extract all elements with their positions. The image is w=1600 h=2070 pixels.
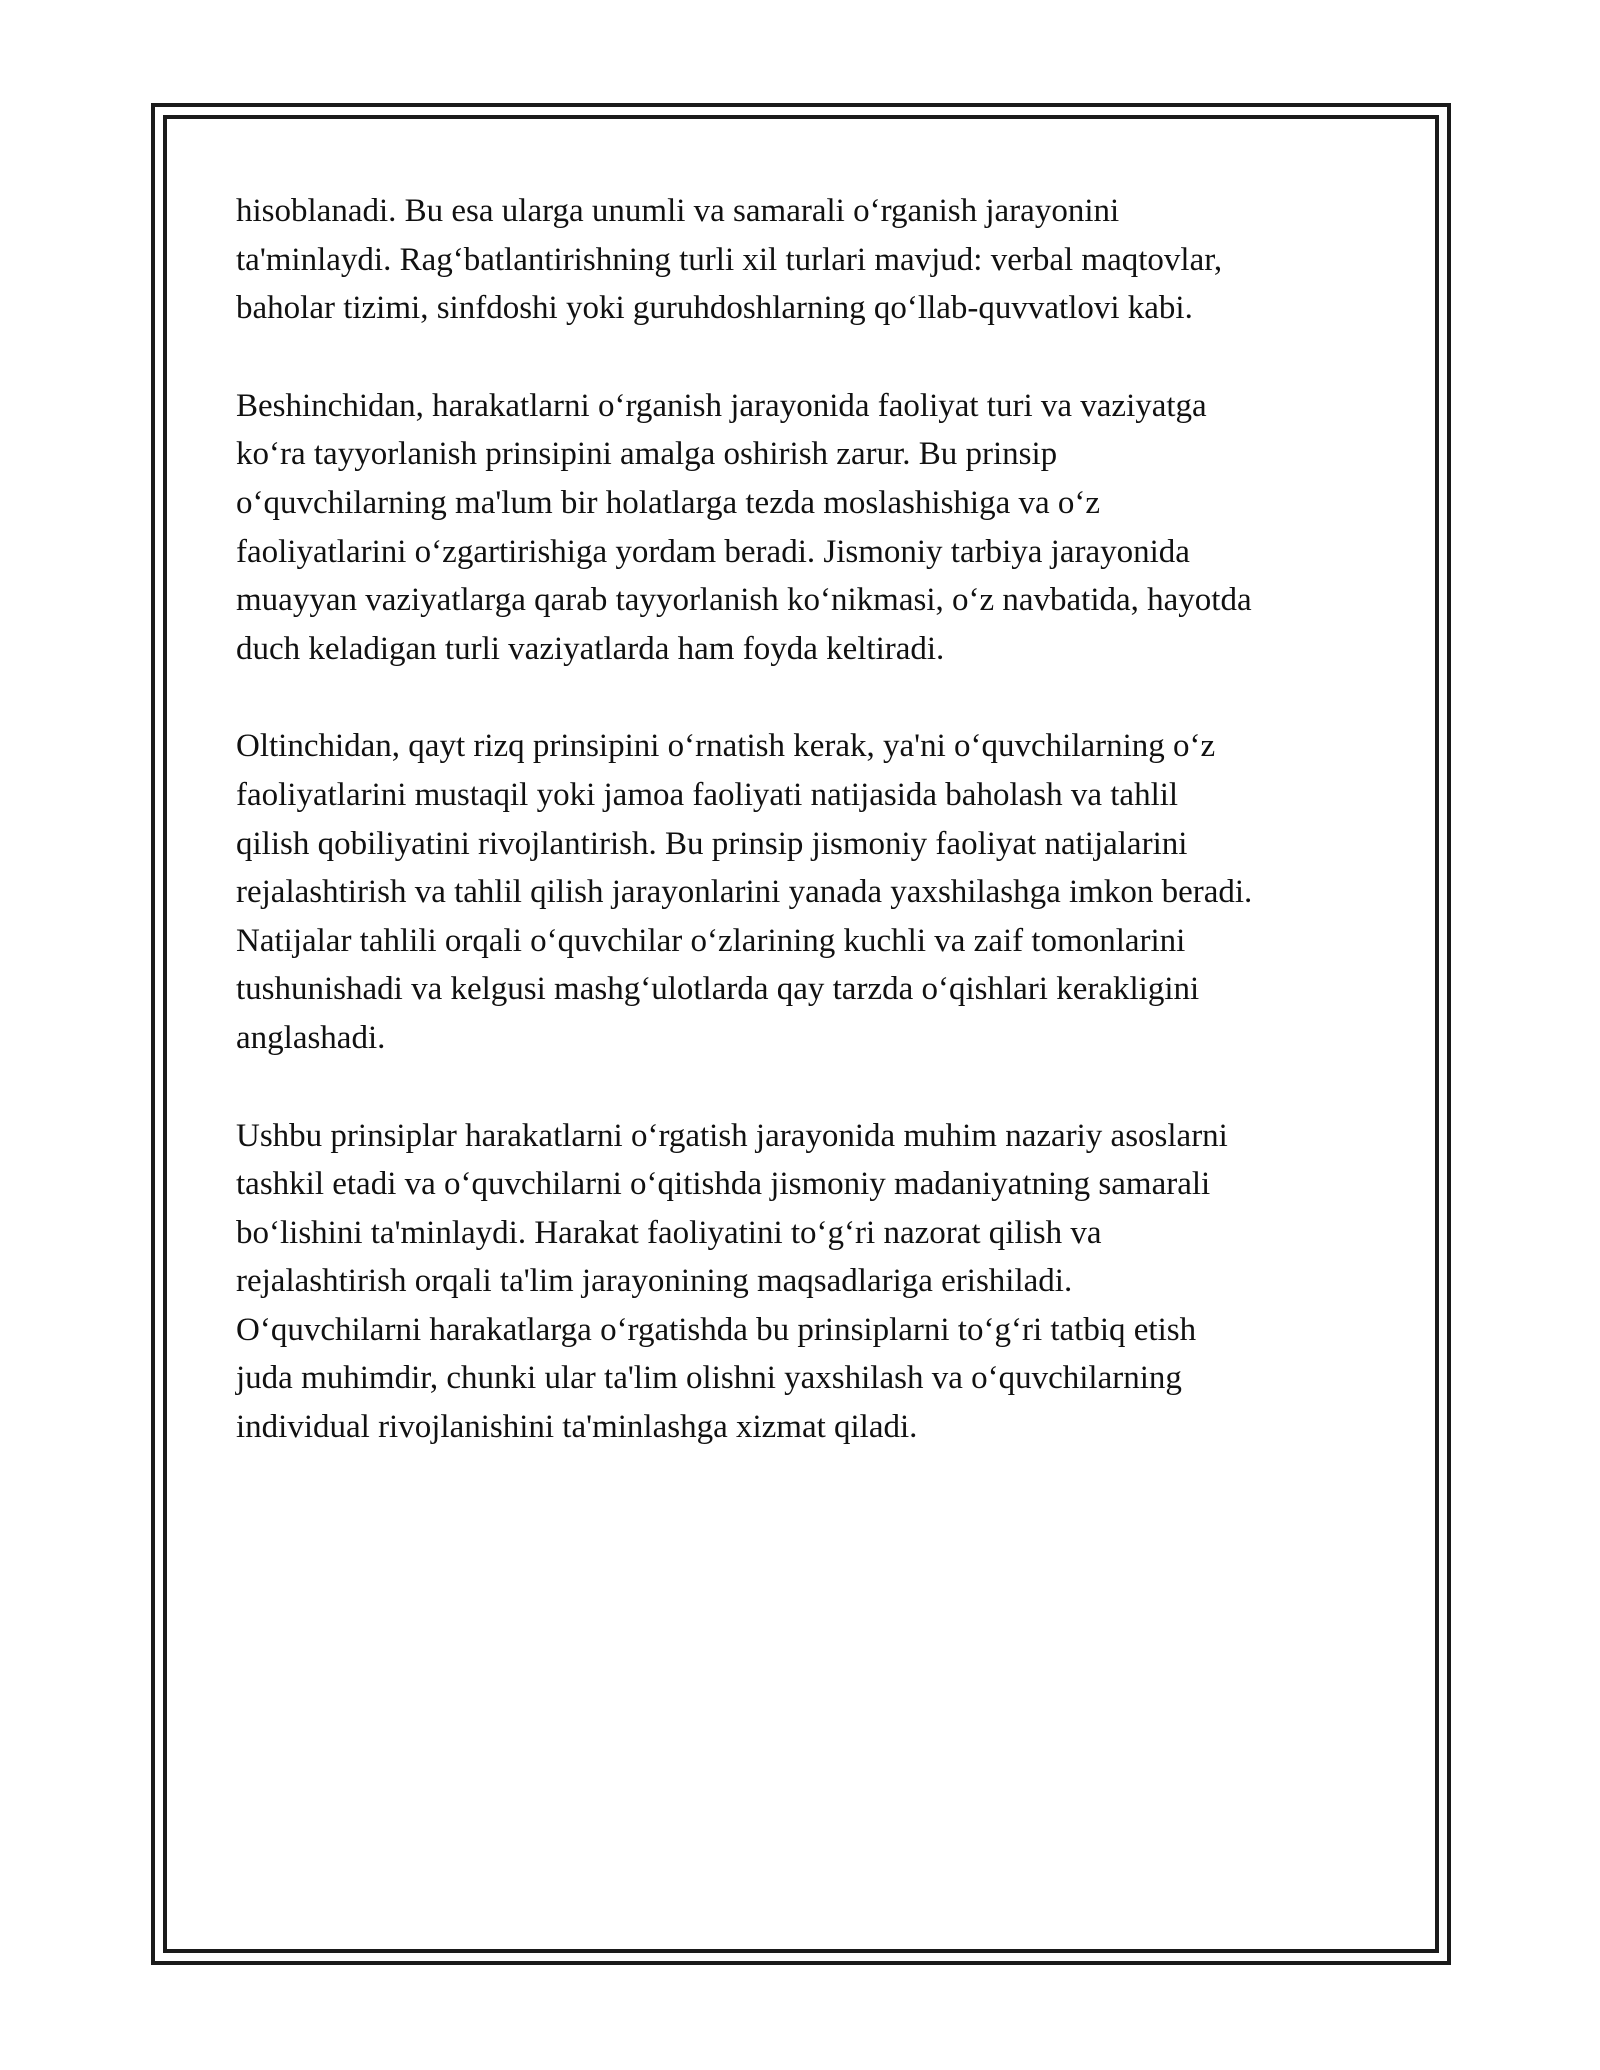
document-body [236, 187, 1381, 1452]
paragraph [236, 722, 1381, 1062]
text-line: muayyan vaziyatlarga qarab tayyorlanish koʻnikmasi, oʻz navbatida, hayotda [236, 582, 1252, 619]
text-line: ta'minlaydi. Ragʻbatlantirishning turli xil turlari mavjud: verbal maqtovlar, [236, 241, 1223, 278]
text-line: hisoblanadi. Bu esa ularga unumli va samarali oʻrganish jarayonini [236, 193, 1120, 229]
text-line: qilish qobiliyatini rivojlantirish. Bu prinsip jismoniy faoliyat natijalarini [236, 825, 1188, 862]
text-line: individual rivojlanishini ta'minlashga xizmat qiladi. [236, 1409, 918, 1446]
text-line: tushunishadi va kelgusi mashgʻulotlarda qay tarzda oʻqishlari kerakligini [236, 971, 1200, 1008]
text-line: rejalashtirish va tahlil qilish jarayonlarini yanada yaxshilashga imkon beradi. [236, 874, 1253, 911]
text-line: Natijalar tahlili orqali oʻquvchilar oʻzlarining kuchli va zaif tomonlarini [236, 922, 1186, 959]
text-line: koʻra tayyorlanish prinsipini amalga oshirish zarur. Bu prinsip [236, 436, 1058, 473]
text-line: tashkil etadi va oʻquvchilarni oʻqitishda jismoniy madaniyatning samarali [236, 1166, 1211, 1203]
text-line: faoliyatlarini oʻzgartirishiga yordam beradi. Jismoniy tarbiya jarayonida [236, 533, 1190, 570]
text-line: faoliyatlarini mustaqil yoki jamoa faoliyati natijasida baholash va tahlil [236, 776, 1179, 813]
text-line: oʻquvchilarning ma'lum bir holatlarga tezda moslashishiga va oʻz [236, 484, 1101, 521]
text-line: Oltinchidan, qayt rizq prinsipini oʻrnatish kerak, ya'ni oʻquvchilarning oʻz [236, 728, 1216, 765]
text-line: Ushbu prinsiplar harakatlarni oʻrgatish jarayonida muhim nazariy asoslarni [236, 1117, 1228, 1154]
paragraph [236, 1112, 1381, 1452]
text-line: rejalashtirish orqali ta'lim jarayonining maqsadlariga erishiladi. [236, 1263, 1073, 1300]
text-line: juda muhimdir, chunki ular ta'lim olishni yaxshilash va oʻquvchilarning [236, 1360, 1182, 1397]
text-line: baholar tizimi, sinfdoshi yoki guruhdoshlarning qoʻllab-quvvatlovi kabi. [236, 290, 1193, 327]
text-line: boʻlishini ta'minlaydi. Harakat faoliyatini toʻgʻri nazorat qilish va [236, 1214, 1102, 1251]
text-line: anglashadi. [236, 1019, 386, 1056]
text-line: duch keladigan turli vaziyatlarda ham foyda keltiradi. [236, 630, 945, 667]
paragraph [236, 382, 1381, 674]
text-line: Oʻquvchilarni harakatlarga oʻrgatishda bu prinsiplarni toʻgʻri tatbiq etish [236, 1311, 1197, 1348]
text-line: Beshinchidan, harakatlarni oʻrganish jarayonida faoliyat turi va vaziyatga [236, 387, 1207, 424]
paragraph [236, 187, 1381, 333]
